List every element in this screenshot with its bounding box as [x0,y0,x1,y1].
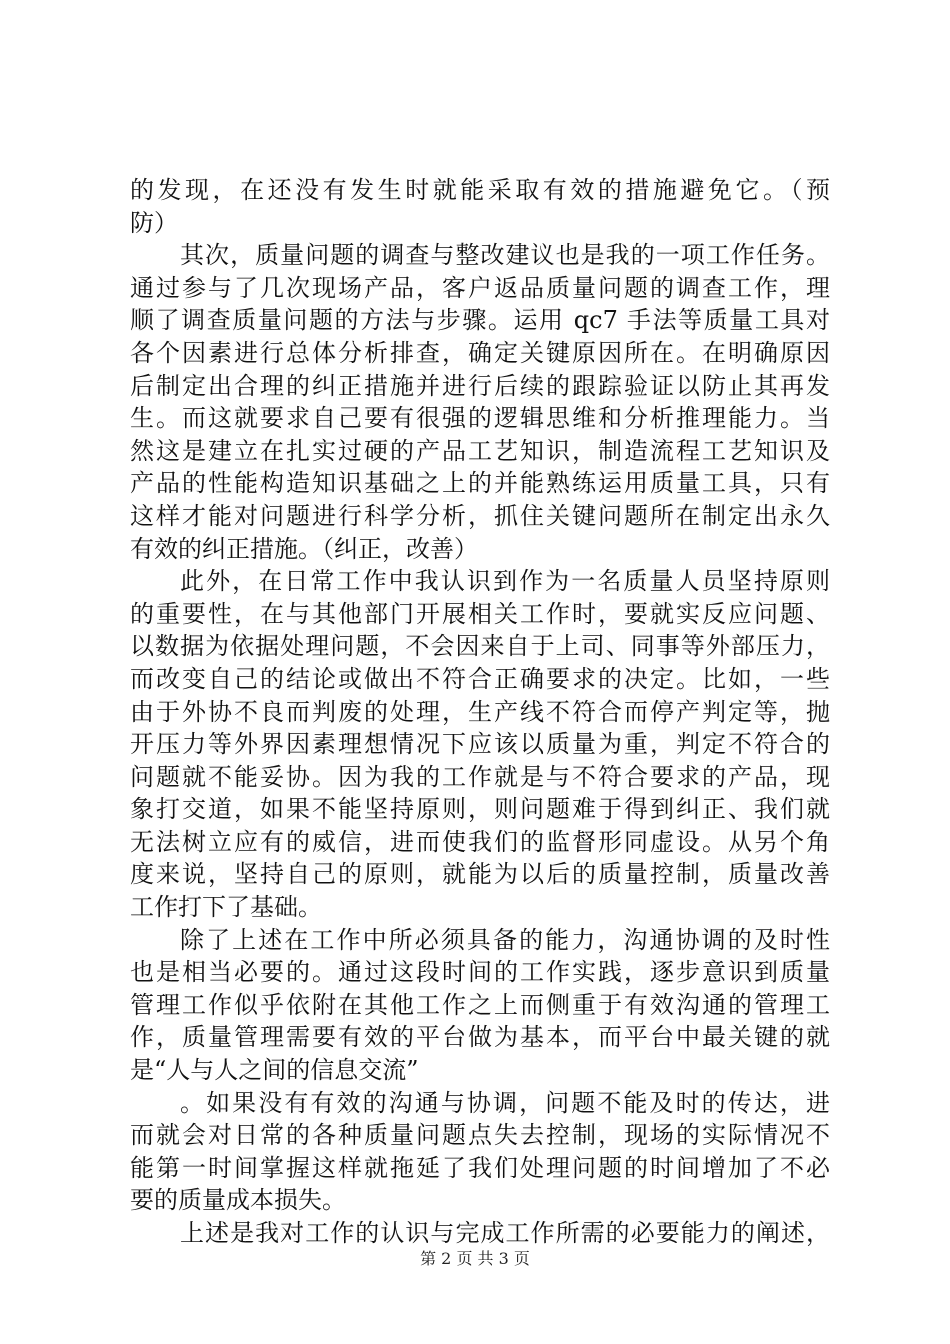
text-line: 此外，在日常工作中我认识到作为一名质量人员坚持原则 [180,567,830,596]
text-line: 能第一时间掌握这样就拖延了我们处理问题的时间增加了不必 [130,1153,830,1182]
text-line: 生。而这就要求自己要有很强的逻辑思维和分析推理能力。当 [130,404,830,433]
body-text [130,174,830,1250]
text-line: 各个因素进行总体分析排查，确定关键原因所在。在明确原因 [130,338,830,367]
text-line: 以数据为依据处理问题，不会因来自于上司、同事等外部压力， [130,632,830,661]
text-line: 通过参与了几次现场产品，客户返品质量问题的调查工作，理 [130,273,830,302]
text-line: 也是相当必要的。通过这段时间的工作实践，逐步意识到质量 [130,958,830,987]
text-line: 的发现，在还没有发生时就能采取有效的措施避免它。（预 [130,176,830,204]
text-line: 管理工作似乎依附在其他工作之上而侧重于有效沟通的管理工 [130,990,830,1019]
text-line: 象打交道，如果不能坚持原则，则问题难于得到纠正、我们就 [130,795,830,824]
page-footer: 第 2 页 共 3 页 [420,1249,530,1268]
text-line: 作，质量管理需要有效的平台做为基本，而平台中最关键的就 [130,1023,830,1052]
text-line: 无法树立应有的威信，进而使我们的监督形同虚设。从另个角 [130,827,830,856]
text-line: 而改变自己的结论或做出不符合正确要求的决定。比如，一些 [130,664,830,693]
text-line: 工作打下了基础。 [130,893,322,922]
text-line: 的重要性，在与其他部门开展相关工作时，要就实反应问题、 [130,599,830,628]
text-line: 产品的性能构造知识基础之上的并能熟练运用质量工具，只有 [130,469,830,498]
text-line: 除了上述在工作中所必须具备的能力，沟通协调的及时性 [180,925,830,954]
text-line: 顺了调查质量问题的方法与步骤。运用 qc7 手法等质量工具对 [130,306,830,335]
text-line: 上述是我对工作的认识与完成工作所需的必要能力的阐述， [180,1219,830,1247]
text-line: 然这是建立在扎实过硬的产品工艺知识，制造流程工艺知识及 [130,436,830,465]
text-line: 开压力等外界因素理想情况下应该以质量为重，判定不符合的 [130,730,830,759]
text-line: 防） [130,208,178,237]
text-line: 是“人与人之间的信息交流” [130,1056,419,1085]
text-line: 问题就不能妥协。因为我的工作就是与不符合要求的产品，现 [130,762,830,791]
text-line: 度来说，坚持自己的原则，就能为以后的质量控制，质量改善 [130,860,830,889]
text-line: 。如果没有有效的沟通与协调，问题不能及时的传达，进 [180,1088,830,1117]
text-line: 有效的纠正措施。（纠正，改善） [130,534,478,563]
text-line: 而就会对日常的各种质量问题点失去控制，现场的实际情况不 [130,1121,830,1150]
text-line: 由于外协不良而判废的处理，生产线不符合而停产判定等，抛 [130,697,830,726]
text-line: 其次，质量问题的调查与整改建议也是我的一项工作任务。 [180,241,830,270]
text-line: 这样才能对问题进行科学分析，抓住关键问题所在制定出永久 [130,501,830,530]
text-line: 要的质量成本损失。 [130,1186,346,1215]
text-line: 后制定出合理的纠正措施并进行后续的跟踪验证以防止其再发 [130,371,830,400]
